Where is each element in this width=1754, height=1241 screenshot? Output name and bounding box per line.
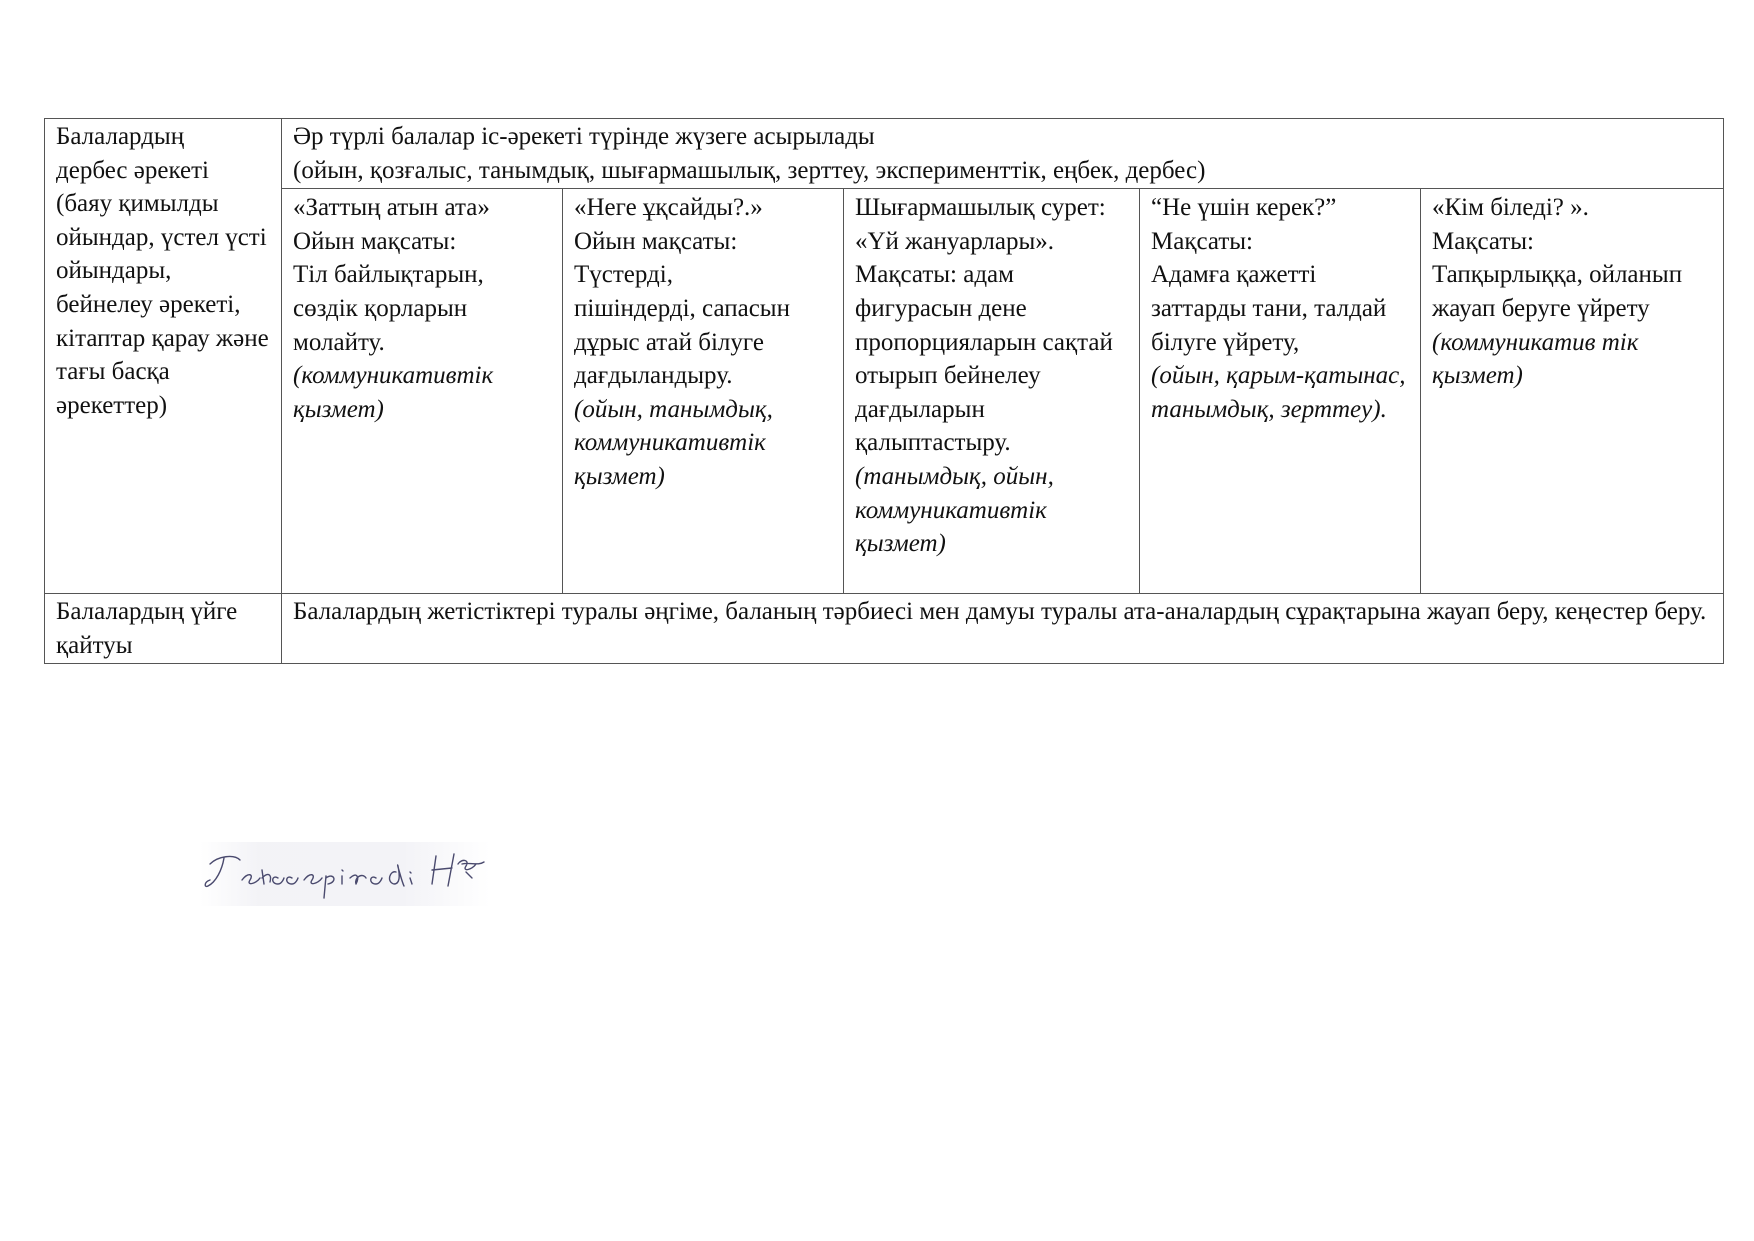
activity-title: “Не үшін керек?” xyxy=(1151,194,1337,222)
activity-cell xyxy=(844,189,1140,594)
activity-title: Шығармашылық сурет: «Үй жануарлары». xyxy=(855,194,1106,255)
handwritten-signature xyxy=(200,842,490,906)
table-row xyxy=(45,119,1724,189)
activity-cell xyxy=(1421,189,1724,594)
activity-intro xyxy=(282,119,1724,189)
plan-table xyxy=(44,118,1724,664)
activity-intro-line: Әр түрлі балалар іс-әрекеті түрінде жүзеге асырылады xyxy=(293,123,875,150)
activity-title: «Заттың атын ата» xyxy=(293,194,490,222)
activity-note: (ойын, танымдық, коммуникативтік қызмет) xyxy=(574,395,773,490)
going-home-label: Балалардың үйге қайтуы xyxy=(45,594,282,664)
activity-note: (танымдық, ойын, коммуникативтік қызмет) xyxy=(855,462,1054,558)
activity-body: Ойын мақсаты: Түстерді, пішіндерді, сапасын дұрыс атай білуге дағдыландыру. xyxy=(574,227,790,390)
activity-body: Мақсаты: Тапқырлыққа, ойланып жауап беруге үйрету xyxy=(1432,227,1683,322)
activity-cell xyxy=(282,189,563,594)
activity-note: (коммуникативтік қызмет) xyxy=(293,362,494,423)
signature-scribble xyxy=(200,842,490,906)
activity-note: (коммуникатив тік қызмет) xyxy=(1432,328,1639,390)
activity-cell xyxy=(563,189,844,594)
activity-types-line: (ойын, қозғалыс, танымдық, шығармашылық, зерттеу, эксперименттік, еңбек, дербес) xyxy=(293,156,1206,184)
going-home-content: Балалардың жетістіктері туралы әңгіме, баланың тәрбиесі мен дамуы туралы ата-аналардың сұрақтарына жауап беру, кеңестер беру. xyxy=(282,594,1724,664)
independent-activity-label: Балалардың дербес әрекеті (баяу қимылды ойындар, үстел үсті ойындары, бейнелеу әрекеті, кітаптар қарау және тағы басқа әрекеттер) xyxy=(45,119,282,594)
activity-body: Ойын мақсаты: Тіл байлықтарын, сөздік қорларын молайту. xyxy=(293,227,484,356)
table-row xyxy=(45,594,1724,664)
table-row xyxy=(45,189,1724,594)
activity-title: «Неге ұқсайды?.» xyxy=(574,194,763,222)
activity-body: Мақсаты: Адамға қажетті заттарды тани, талдай білуге үйрету, xyxy=(1151,227,1387,356)
activity-note: (ойын, қарым-қатынас, танымдық, зерттеу). xyxy=(1151,362,1406,423)
activity-cell xyxy=(1140,189,1421,594)
activity-body: Мақсаты: адам фигурасын дене пропорцияларын сақтай отырып бейнелеу дағдыларын қалыптастыру. xyxy=(855,261,1113,457)
activity-title: «Кім біледі? ». xyxy=(1432,194,1589,222)
